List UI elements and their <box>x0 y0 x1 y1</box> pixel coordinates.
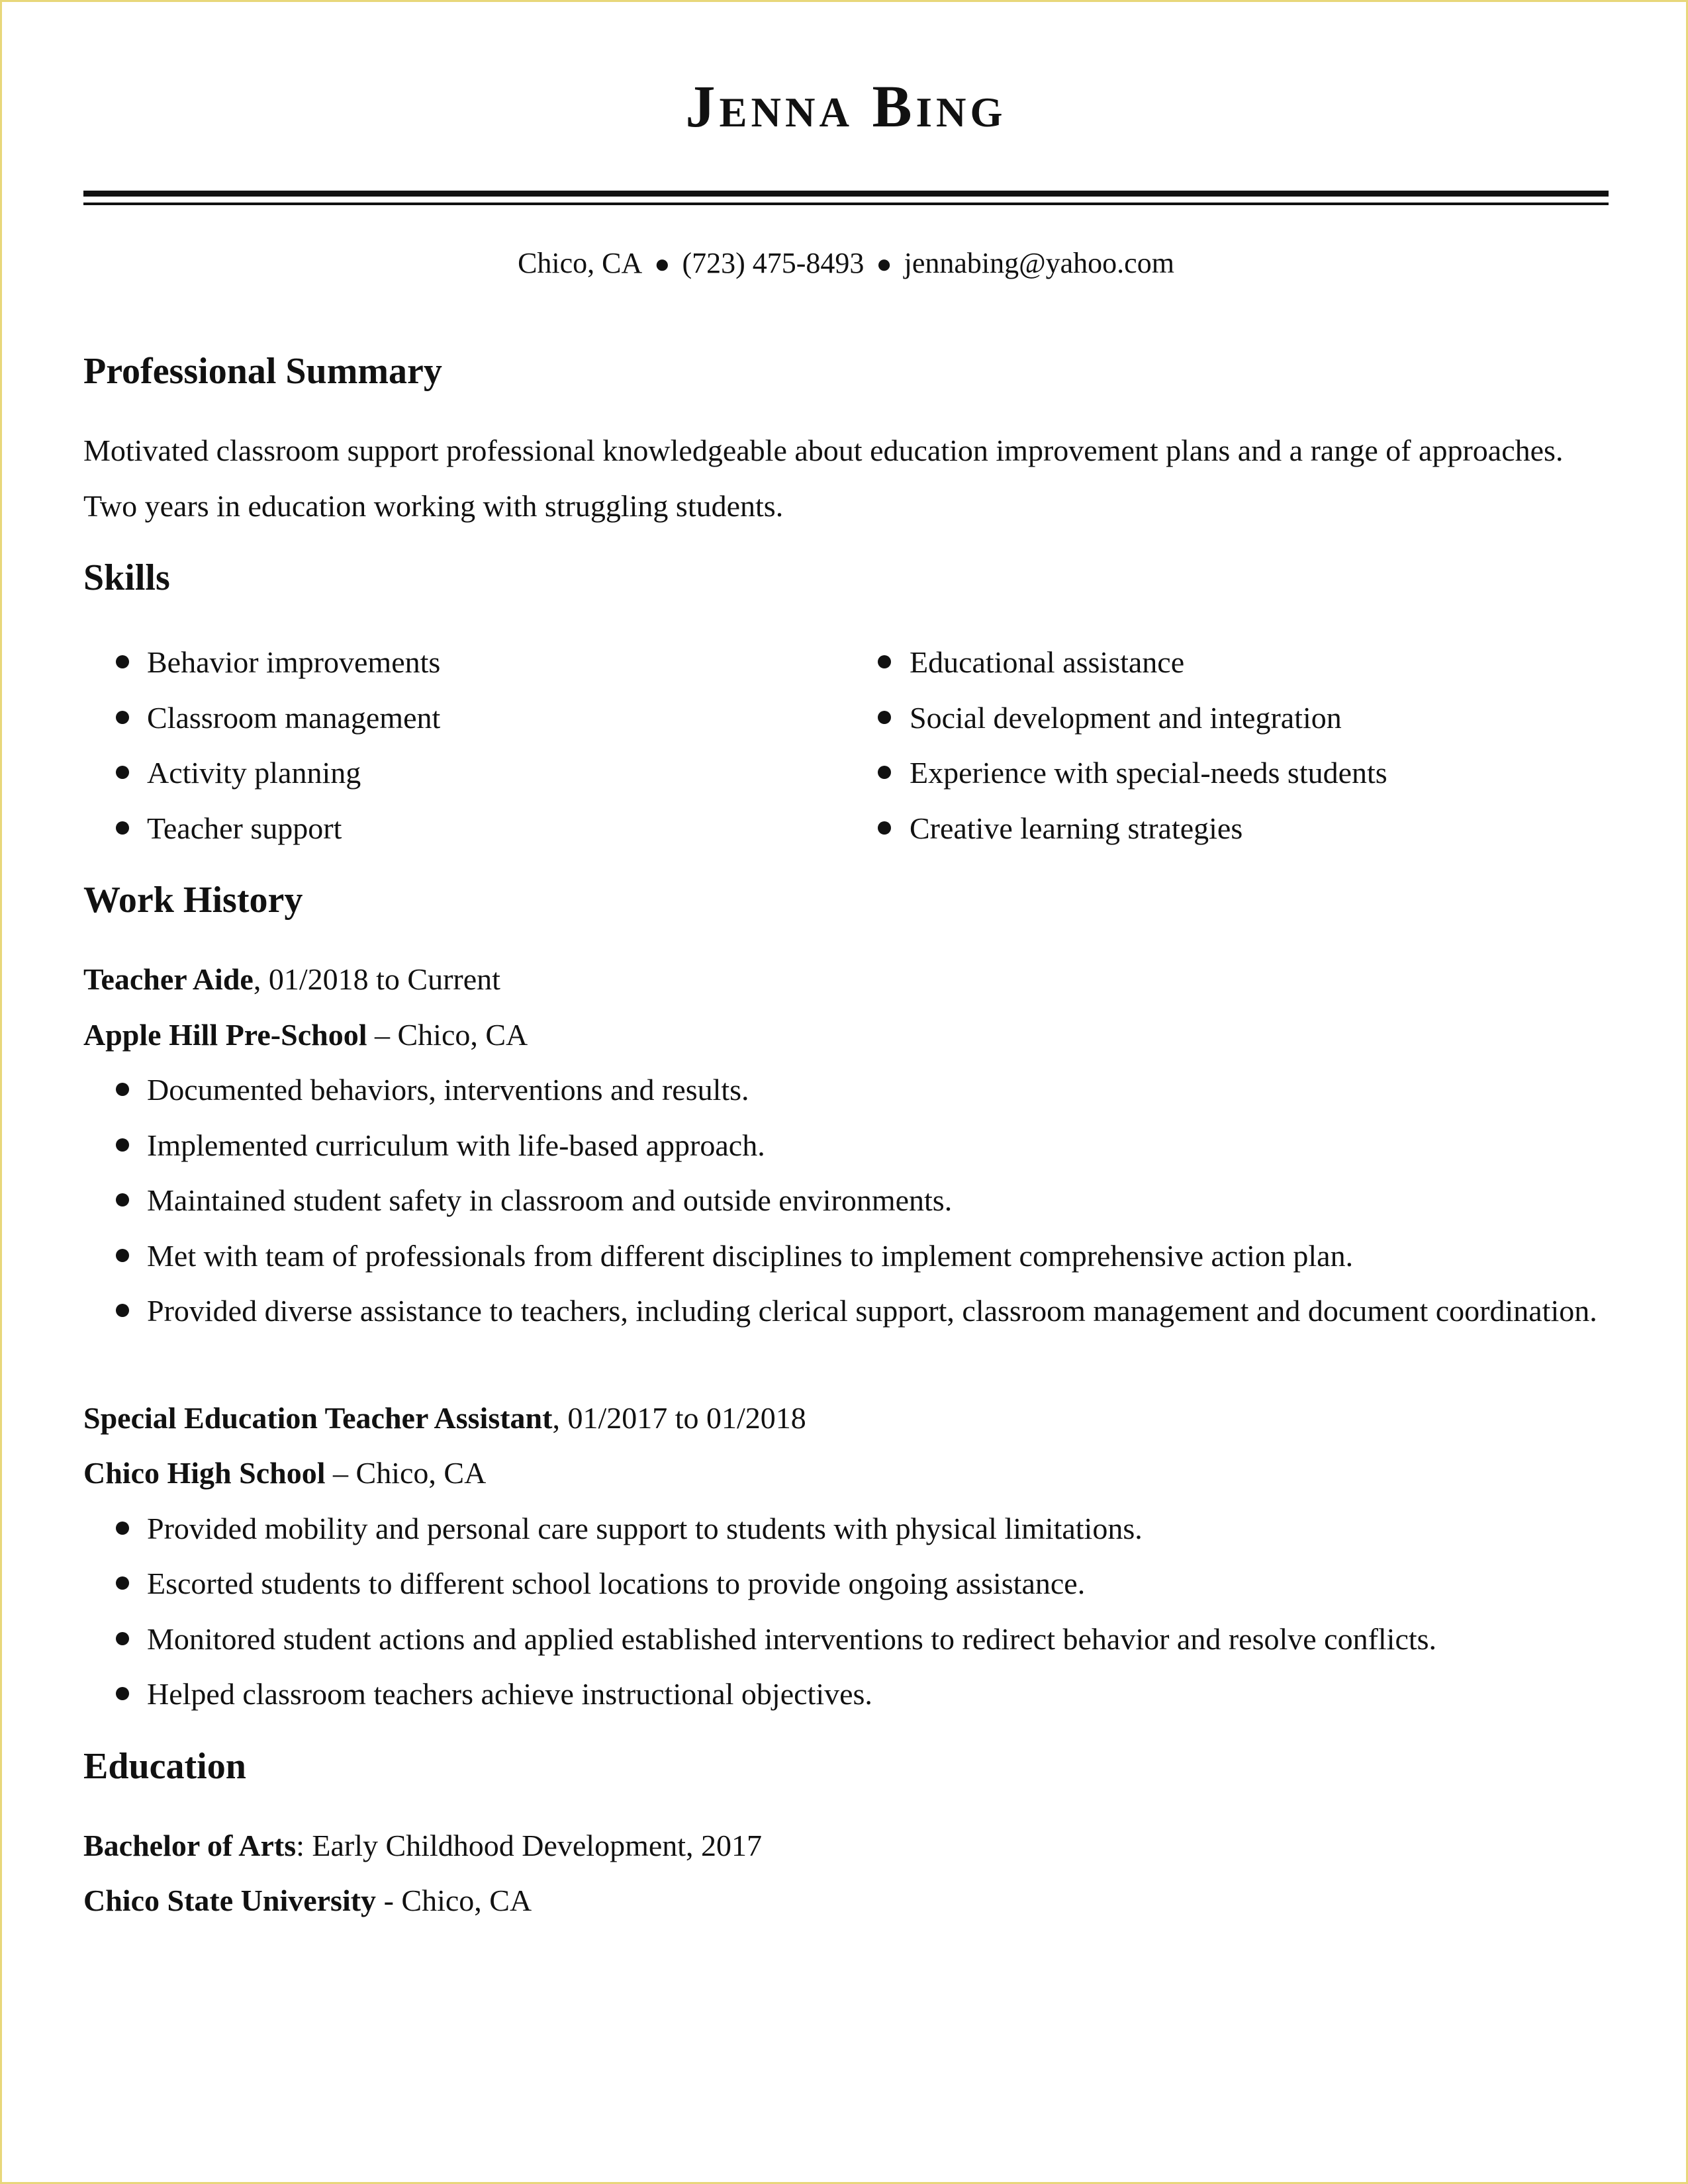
school-line <box>83 1873 1609 1929</box>
skill-item: Educational assistance <box>846 635 1609 690</box>
contact-line <box>83 245 1609 283</box>
employer-line <box>83 1445 1609 1501</box>
contact-separator: ● <box>876 249 892 279</box>
education-entry <box>83 1818 1609 1929</box>
employer-name: Chico High School <box>83 1456 326 1490</box>
job-bullet: Helped classroom teachers achieve instructional objectives. <box>83 1666 1609 1722</box>
skills-columns <box>83 635 1609 856</box>
job-bullets <box>83 1501 1609 1722</box>
contact-email: jennabing@yahoo.com <box>904 247 1174 279</box>
employer-location: – Chico, CA <box>325 1456 487 1490</box>
employer-line <box>83 1007 1609 1063</box>
skills-left-list <box>83 635 846 856</box>
job-bullet: Escorted students to different school locations to provide ongoing assistance. <box>83 1556 1609 1612</box>
employer-name: Apple Hill Pre-School <box>83 1017 367 1052</box>
header-rule-thick <box>83 191 1609 197</box>
contact-phone: (723) 475-8493 <box>682 247 865 279</box>
school-name: Chico State University <box>83 1884 377 1917</box>
work-history-heading: Work History <box>83 880 303 921</box>
skill-item: Creative learning strategies <box>846 801 1609 856</box>
summary-text: Motivated classroom support professional knowledgeable about education improvement plans and a range of approaches. Two years in education working with struggling students. <box>83 433 1564 523</box>
job-title: Teacher Aide <box>83 962 254 996</box>
education-section <box>83 1739 1609 1929</box>
header-rule-thin <box>83 203 1609 205</box>
skill-item: Behavior improvements <box>83 635 846 690</box>
job-entry <box>83 952 1609 1339</box>
degree-field: : Early Childhood Development, 2017 <box>296 1828 763 1862</box>
summary-section <box>83 344 1609 533</box>
job-entry <box>83 1390 1609 1722</box>
skills-right-list <box>846 635 1609 856</box>
job-bullet: Monitored student actions and applied established interventions to redirect behavior and resolve conflicts. <box>83 1612 1609 1667</box>
job-title: Special Education Teacher Assistant <box>83 1400 553 1435</box>
skill-item: Classroom management <box>83 690 846 746</box>
job-bullet: Maintained student safety in classroom and outside environments. <box>83 1173 1609 1228</box>
job-dates: , 01/2017 to 01/2018 <box>552 1400 806 1435</box>
job-bullet: Provided mobility and personal care support to students with physical limitations. <box>83 1501 1609 1557</box>
degree-name: Bachelor of Arts <box>83 1828 297 1862</box>
job-bullet: Implemented curriculum with life-based approach. <box>83 1118 1609 1173</box>
job-title-line <box>83 1390 1609 1446</box>
skill-item: Activity planning <box>83 745 846 801</box>
job-dates: , 01/2018 to Current <box>253 962 500 996</box>
resume-content <box>83 344 1609 1946</box>
candidate-name: Jenna Bing <box>685 74 1007 140</box>
summary-heading: Professional Summary <box>83 351 442 392</box>
degree-line <box>83 1818 1609 1874</box>
school-location: - Chico, CA <box>376 1884 532 1917</box>
education-heading: Education <box>83 1745 246 1787</box>
skills-section <box>83 551 1609 856</box>
skill-item: Teacher support <box>83 801 846 856</box>
skill-item: Experience with special-needs students <box>846 745 1609 801</box>
work-history-section <box>83 873 1609 1722</box>
skills-heading: Skills <box>83 557 170 598</box>
job-title-line <box>83 952 1609 1007</box>
job-bullet: Documented behaviors, interventions and results. <box>83 1062 1609 1118</box>
contact-separator: ● <box>654 249 671 279</box>
job-bullet: Met with team of professionals from different disciplines to implement comprehensive action plan. <box>83 1228 1609 1284</box>
job-bullets <box>83 1062 1609 1339</box>
skill-item: Social development and integration <box>846 690 1609 746</box>
contact-city: Chico, CA <box>518 247 643 279</box>
employer-location: – Chico, CA <box>367 1017 528 1052</box>
job-bullet: Provided diverse assistance to teachers, including clerical support, classroom management and document coordination. <box>83 1283 1609 1339</box>
